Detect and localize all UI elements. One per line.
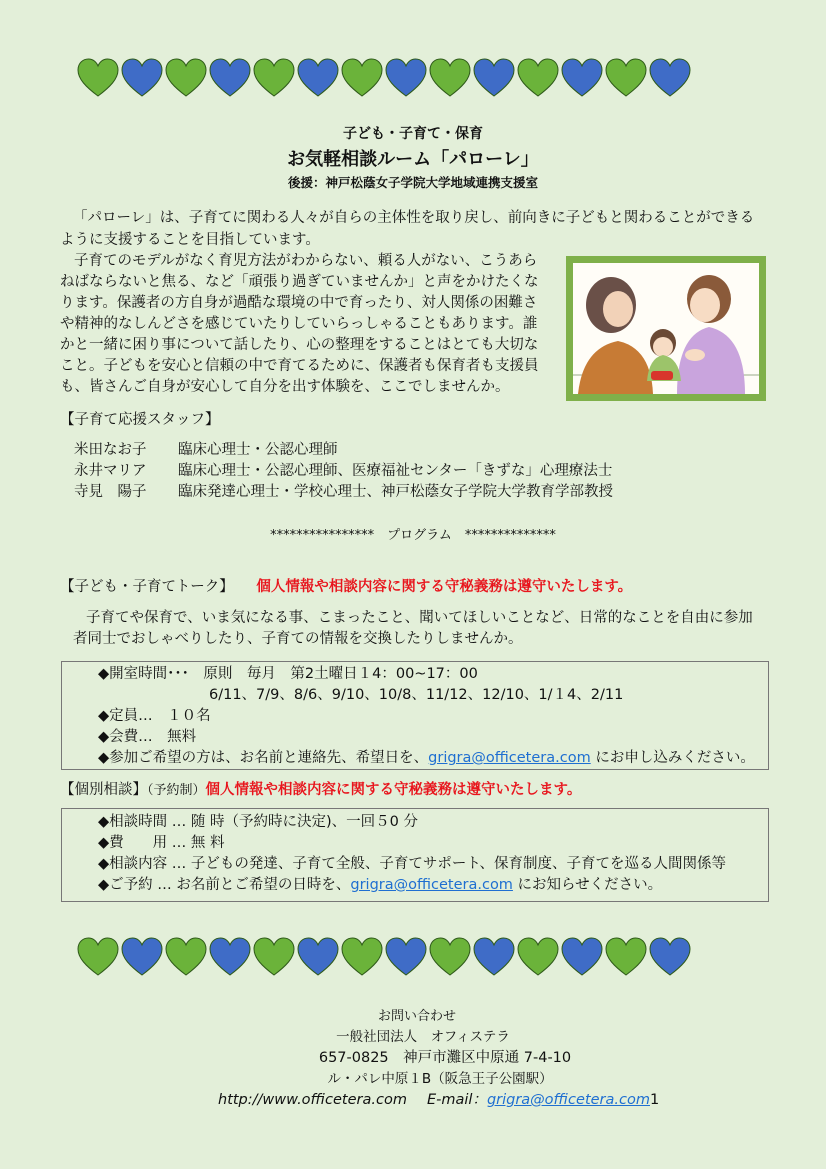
heart-icon xyxy=(428,58,472,98)
heart-icon xyxy=(340,937,384,977)
heart-icon xyxy=(120,58,164,98)
intro-line: こと。子どもを安心と信頼の中で育てるために、保護者も保育者も支援員 xyxy=(60,358,539,374)
heart-icon xyxy=(604,937,648,977)
heart-icon xyxy=(340,58,384,98)
intro-paragraph-1: 「パローレ」は、子育てに関わる人々が自らの主体性を取り戻し、前向きに子どもと関わることができる xyxy=(73,210,755,226)
heart-icon xyxy=(472,937,516,977)
intro-paragraph-2 xyxy=(60,251,555,398)
website-link[interactable]: http://www.officetera.com xyxy=(218,1092,407,1108)
header-sponsor: 後援：神戸松蔭女子学院大学地域連携支援室 xyxy=(287,175,538,190)
heart-icon xyxy=(296,937,340,977)
contact-address: 657-0825 神戸市灘区中原通 7-4-10 xyxy=(318,1050,572,1066)
staff-title: 臨床心理士・公認心理師 xyxy=(178,442,338,458)
parents-child-illustration xyxy=(573,263,759,394)
heart-icon xyxy=(516,58,560,98)
consult-content: ◆相談内容 … 子どもの発達、子育て全般、子育てサポート、保育制度、子育てを巡る人間関係等 xyxy=(98,856,727,872)
consult-email-link[interactable]: grigra@officetera.com xyxy=(350,877,513,893)
staff-name: 永井マリア xyxy=(74,463,147,479)
contact-block xyxy=(0,1006,826,1111)
heart-icon xyxy=(76,58,120,98)
staff-heading: 【子育て応援スタッフ】 xyxy=(60,412,220,428)
consult-privacy-note: 個人情報や相談内容に関する守秘義務は遵守いたします。 xyxy=(205,782,582,798)
heart-icon xyxy=(604,58,648,98)
talk-description: 子育てや保育で、いま気になる事、こまったこと、聞いてほしいことなど、日常的なことを自由に参加 xyxy=(86,610,753,626)
talk-dates: 6/11、7/9、8/6、9/10、10/8、11/12、12/10、1/１4、2/11 xyxy=(209,687,624,703)
heart-icon xyxy=(164,937,208,977)
contact-links xyxy=(0,1090,826,1111)
email-label: E-mail： xyxy=(426,1092,487,1108)
staff-name: 米田なお子 xyxy=(74,442,147,458)
consult-reservation-note: （予約制） xyxy=(147,783,206,798)
staff-list xyxy=(74,440,613,503)
contact-heading: お問い合わせ xyxy=(377,1009,456,1024)
consult-fee: ◆費 用 … 無 料 xyxy=(98,835,225,851)
staff-row xyxy=(74,461,613,482)
intro-line: 子育てのモデルがなく育児方法がわからない、頼る人がない、こうあら xyxy=(74,253,538,269)
heart-icon xyxy=(296,58,340,98)
heart-icon xyxy=(76,937,120,977)
heart-border-bottom xyxy=(76,937,692,977)
heart-icon xyxy=(208,937,252,977)
heart-icon xyxy=(384,937,428,977)
heart-icon xyxy=(560,937,604,977)
intro-line: かと一緒に困り事について話したり、心の整理をすることはとても大切な xyxy=(60,337,539,353)
talk-description-cont: 者同士でおしゃべりしたり、子育ての情報を交換したりしませんか。 xyxy=(73,631,523,647)
heart-icon xyxy=(648,937,692,977)
heart-icon xyxy=(208,58,252,98)
page-title: お気軽相談ルーム「パローレ」 xyxy=(287,149,539,170)
talk-capacity: ◆定員… １０名 xyxy=(98,708,211,724)
talk-heading-row xyxy=(60,577,632,598)
heart-icon xyxy=(472,58,516,98)
contact-email-link[interactable]: grigra@officetera.com xyxy=(486,1092,650,1108)
heart-icon xyxy=(252,937,296,977)
heart-icon xyxy=(384,58,428,98)
heart-icon xyxy=(560,58,604,98)
talk-heading: 【子ども・子育てトーク】 xyxy=(60,579,234,595)
intro-line: も、皆さんご自身が安心して自分を出す体験を、ここでしませんか。 xyxy=(60,379,510,395)
header-subtitle: 子ども・子育て・保育 xyxy=(343,126,483,142)
talk-privacy-note: 個人情報や相談内容に関する守秘義務は遵守いたします。 xyxy=(256,579,633,595)
heart-icon xyxy=(164,58,208,98)
page-number: 1 xyxy=(649,1092,660,1108)
talk-apply: ◆参加ご希望の方は、お名前と連絡先、希望日を、grigra@officetera.com にお申し込みください。 xyxy=(98,750,755,766)
program-divider: **************** プログラム ************** xyxy=(270,528,556,543)
staff-name: 寺見 陽子 xyxy=(74,484,147,500)
heart-icon xyxy=(428,937,472,977)
staff-row xyxy=(74,482,613,503)
heart-icon xyxy=(516,937,560,977)
staff-title: 臨床発達心理士・学校心理士、神戸松蔭女子学院大学教育学部教授 xyxy=(178,484,613,500)
talk-email-link[interactable]: grigra@officetera.com xyxy=(428,750,591,766)
illustration-frame xyxy=(566,256,766,401)
consult-info xyxy=(98,812,726,896)
consult-heading: 【個別相談】 xyxy=(60,782,147,798)
talk-time: ◆開室時間･･･ 原則 毎月 第2土曜日１4：00~17：00 xyxy=(98,666,478,682)
consult-heading-row xyxy=(60,780,581,801)
intro-line: や精神的なしんどさを感じていたりしていらっしゃることもあります。誰 xyxy=(60,316,538,332)
talk-info xyxy=(98,664,755,769)
staff-row xyxy=(74,440,613,461)
heart-icon xyxy=(648,58,692,98)
heart-icon xyxy=(120,937,164,977)
contact-org: 一般社団法人 オフィステラ xyxy=(336,1029,510,1045)
intro-line: ねばならないと焦る、など「頑張り過ぎていませんか」と声をかけたくな xyxy=(60,274,539,290)
talk-fee: ◆会費… 無料 xyxy=(98,729,197,745)
intro-paragraph-1-cont: ように支援することを目指しています。 xyxy=(60,232,320,248)
contact-building: ル・パレ中原１B（阪急王子公園駅） xyxy=(327,1071,553,1087)
intro-line: ります。保護者の方自身が過酷な環境の中で育ったり、対人関係の困難さ xyxy=(60,295,538,311)
heart-border-top xyxy=(76,58,692,98)
consult-time: ◆相談時間 … 随 時（予約時に決定)、一回５0 分 xyxy=(98,814,418,830)
consult-reserve: ◆ご予約 … お名前とご希望の日時を、grigra@officetera.com にお知らせください。 xyxy=(98,877,663,893)
staff-title: 臨床心理士・公認心理師、医療福祉センター「きずな」心理療法士 xyxy=(178,463,613,479)
heart-icon xyxy=(252,58,296,98)
